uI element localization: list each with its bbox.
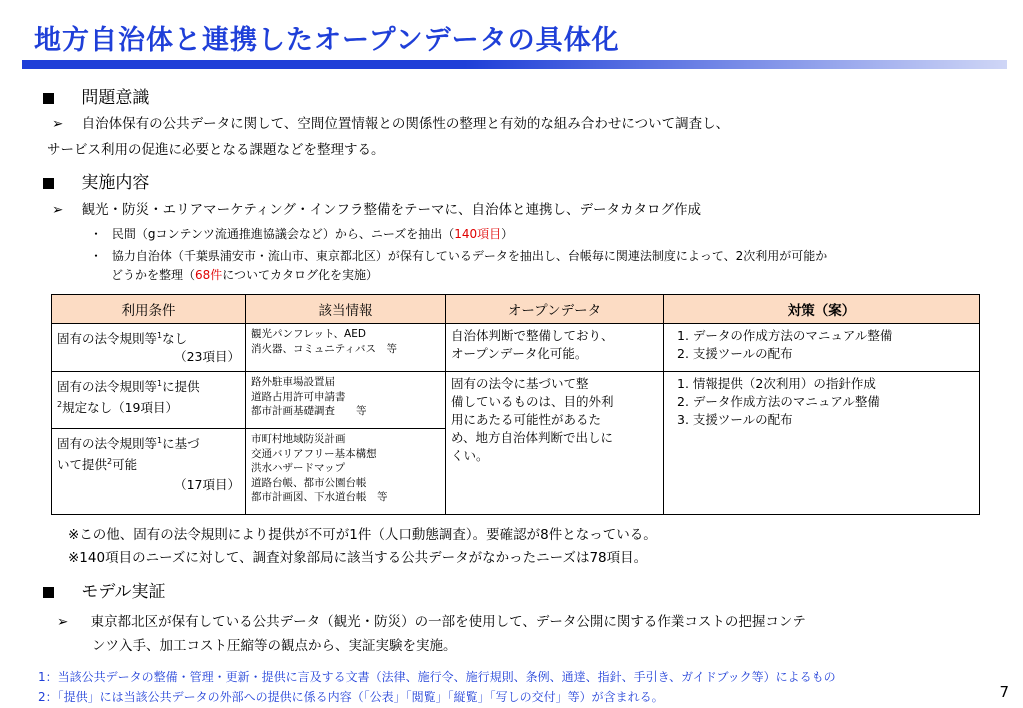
dot-bullet-icon: ・	[90, 249, 103, 263]
cell-info: 市町村地域防災計画 交通バリアフリー基本構想 洪水ハザードマップ 道路台帳、都市公園台帳 都市計画図、下水道台帳 等	[246, 429, 446, 515]
header-usage-condition: 利用条件	[52, 295, 246, 324]
section-heading-problem	[43, 83, 149, 108]
cell-measures: 1. データの作成方法のマニュアル整備 2. 支援ツールの配布	[664, 324, 980, 372]
section-heading-model: モデル実証	[43, 577, 166, 602]
model-line-1: ➢ 東京都北区が保有している公共データ（観光・防災）の一部を使用して、データ公開に関する作業コストの把握コンテ	[57, 614, 806, 630]
cell-condition: 固有の法令規則等$^1$なし （23項目）	[52, 324, 246, 372]
cell-open-data: 固有の法令に基づいて整 備しているものは、目的外利 用にあたる可能性があるた め、地方自治体判断で出しに くい。	[446, 372, 664, 515]
table-row	[52, 372, 980, 429]
highlight-140: 140項目	[454, 227, 502, 241]
arrow-bullet-icon: ➢	[52, 116, 64, 132]
square-bullet-icon	[43, 93, 54, 104]
square-bullet-icon	[43, 178, 54, 189]
implementation-sub-2: ・ 協力自治体（千葉県浦安市・流山市、東京都北区）が保有しているデータを抽出し、台帳毎に関連法制度によって、2次利用が可能か	[90, 249, 828, 263]
model-line-2: ンツ入手、加工コスト圧縮等の観点から、実証実験を実施。	[92, 638, 457, 654]
open-data-table	[51, 294, 980, 515]
cell-measures: 1. 情報提供（2次利用）の指針作成 2. データ作成方法のマニュアル整備 3. 支援ツールの配布	[664, 372, 980, 515]
dot-bullet-icon: ・	[90, 227, 103, 241]
table-header-row	[52, 295, 980, 324]
cell-info: 観光パンフレット、AED 消火器、コミュニティバス 等	[246, 324, 446, 372]
arrow-bullet-icon: ➢	[57, 614, 69, 630]
slide-title: 地方自治体と連携したオープンデータの具体化	[34, 25, 620, 56]
square-bullet-icon	[43, 587, 54, 598]
table-row	[52, 324, 980, 372]
section-heading-text: 問題意識	[81, 88, 150, 108]
problem-line-1: ➢ 自治体保有の公共データに関して、空間位置情報との関係性の整理と有効的な組み合わせについて調査し、	[52, 116, 730, 132]
highlight-68: 68件	[195, 268, 223, 282]
implementation-sub-1: ・ 民間（gコンテンツ流通推進協議会など）から、ニーズを抽出（140項目）	[90, 227, 514, 241]
header-measures: 対策（案）	[664, 295, 980, 324]
header-applicable-info: 該当情報	[246, 295, 446, 324]
cell-condition: 固有の法令規則等$^1$に提供 $^2$規定なし（19項目）	[52, 372, 246, 429]
cell-condition: 固有の法令規則等$^1$に基づ いて提供$^2$可能 （17項目）	[52, 429, 246, 515]
footnote-1: 1：当該公共データの整備・管理・更新・提供に言及する文書（法律、施行令、施行規則、条例、通達、指針、手引き、ガイドブック等）によるもの	[38, 670, 836, 684]
note-2: ※140項目のニーズに対して、調査対象部局に該当する公共データがなかったニーズは78項目。	[68, 550, 648, 566]
title-underline	[22, 60, 1007, 69]
arrow-bullet-icon: ➢	[52, 202, 64, 218]
page-number: 7	[999, 683, 1009, 701]
implementation-sub-2-cont: どうかを整理（68件についてカタログ化を実施）	[111, 268, 379, 282]
problem-line-2: サービス利用の促進に必要となる課題などを整理する。	[47, 142, 385, 158]
header-open-data: オープンデータ	[446, 295, 664, 324]
footnote-2: 2：「提供」には当該公共データの外部への提供に係る内容（「公表」「閲覧」「縦覧」「写しの交付」等）が含まれる。	[38, 690, 664, 704]
section-heading-implementation: 実施内容	[43, 168, 149, 193]
cell-info: 路外駐車場設置届 道路占用許可申請書 都市計画基礎調査 等	[246, 372, 446, 429]
cell-open-data: 自治体判断で整備しており、 オープンデータ化可能。	[446, 324, 664, 372]
implementation-line-1: ➢ 観光・防災・エリアマーケティング・インフラ整備をテーマに、自治体と連携し、データカタログ作成	[52, 202, 701, 218]
note-1: ※この他、固有の法令規則により提供が不可が1件（人口動態調査）。要確認が8件となっている。	[68, 527, 657, 543]
